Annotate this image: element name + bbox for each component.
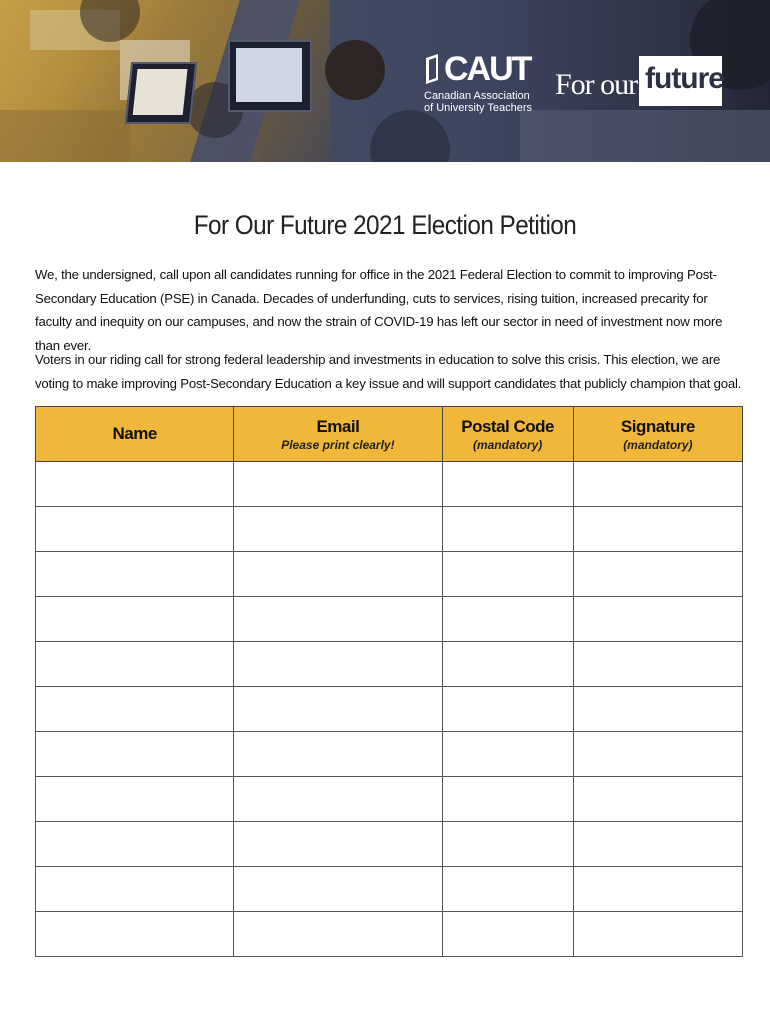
column-label: Postal Code [461,416,554,436]
signature-cell[interactable] [573,777,742,822]
table-body [36,462,743,957]
signature-cell[interactable] [573,597,742,642]
table-row [36,732,743,777]
caut-subtitle: Canadian Association of University Teachers [424,90,533,114]
laptop-image [228,40,312,112]
postal-code-cell[interactable] [442,912,573,957]
signature-cell[interactable] [573,867,742,912]
signature-table [35,406,743,957]
postal-code-cell[interactable] [442,822,573,867]
signature-cell[interactable] [573,687,742,732]
column-note: (mandatory) [623,437,693,452]
email-cell[interactable] [234,912,442,957]
page-title: For Our Future 2021 Election Petition [193,210,577,240]
column-header-email [234,407,442,462]
caut-logo-text: CAUT [444,50,531,88]
email-cell[interactable] [234,552,442,597]
table-row [36,597,743,642]
table-row [36,507,743,552]
column-label: Email [316,416,360,436]
name-cell[interactable] [36,777,234,822]
postal-code-cell[interactable] [442,687,573,732]
name-cell[interactable] [36,597,234,642]
name-cell[interactable] [36,822,234,867]
caut-logo [424,50,533,122]
postal-code-cell[interactable] [442,732,573,777]
email-cell[interactable] [234,507,442,552]
column-note: Please print clearly! [281,437,395,452]
postal-code-cell[interactable] [442,507,573,552]
signature-cell[interactable] [573,507,742,552]
table-row [36,462,743,507]
postal-code-cell[interactable] [442,642,573,687]
column-header-postal-code [442,407,573,462]
name-cell[interactable] [36,867,234,912]
postal-code-cell[interactable] [442,867,573,912]
email-cell[interactable] [234,687,442,732]
table-row [36,642,743,687]
name-cell[interactable] [36,687,234,732]
campaign-logo-box [639,56,722,106]
signature-cell[interactable] [573,642,742,687]
column-note: (mandatory) [472,437,543,452]
column-label: Signature [620,416,695,436]
column-header-name [36,407,234,462]
campaign-logo-highlight: future [645,62,724,95]
name-cell[interactable] [36,552,234,597]
table-row [36,912,743,957]
email-cell[interactable] [234,777,442,822]
petition-paragraph-2: Voters in our riding call for strong federal leadership and investments in education to solve this crisis. This election, we are voting to make improving Post-Secondary Education a key issue and will support candidates that publicly champion that goal. [35,352,742,391]
postal-code-cell[interactable] [442,777,573,822]
name-cell[interactable] [36,507,234,552]
name-cell[interactable] [36,912,234,957]
signature-cell[interactable] [573,822,742,867]
email-cell[interactable] [234,732,442,777]
laptop-image [125,62,198,124]
email-cell[interactable] [234,462,442,507]
table-header-row [36,407,743,462]
signature-cell[interactable] [573,552,742,597]
signature-cell[interactable] [573,912,742,957]
header-banner [0,0,770,162]
postal-code-cell[interactable] [442,552,573,597]
table-row [36,777,743,822]
table-row [36,867,743,912]
name-cell[interactable] [36,732,234,777]
campaign-logo-prefix: For our [555,68,638,101]
table-row [36,687,743,732]
postal-code-cell[interactable] [442,597,573,642]
column-header-signature [573,407,742,462]
signature-cell[interactable] [573,732,742,777]
table-row [36,552,743,597]
email-cell[interactable] [234,822,442,867]
signature-cell[interactable] [573,462,742,507]
postal-code-cell[interactable] [442,462,573,507]
name-cell[interactable] [36,462,234,507]
email-cell[interactable] [234,642,442,687]
column-label: Name [112,424,157,443]
petition-paragraph-1: We, the undersigned, call upon all candidates running for office in the 2021 Federal Election to commit to improving Post-Secondary Education (PSE) in Canada. Decades of underfunding, cuts to services, rising tuition, increased precarity for faculty and inequity on our campuses, and now the strain of COVID-19 has left our sector in need of investment now more than ever. [35,267,723,353]
name-cell[interactable] [36,642,234,687]
email-cell[interactable] [234,597,442,642]
email-cell[interactable] [234,867,442,912]
table-row [36,822,743,867]
caut-book-icon [424,54,442,84]
